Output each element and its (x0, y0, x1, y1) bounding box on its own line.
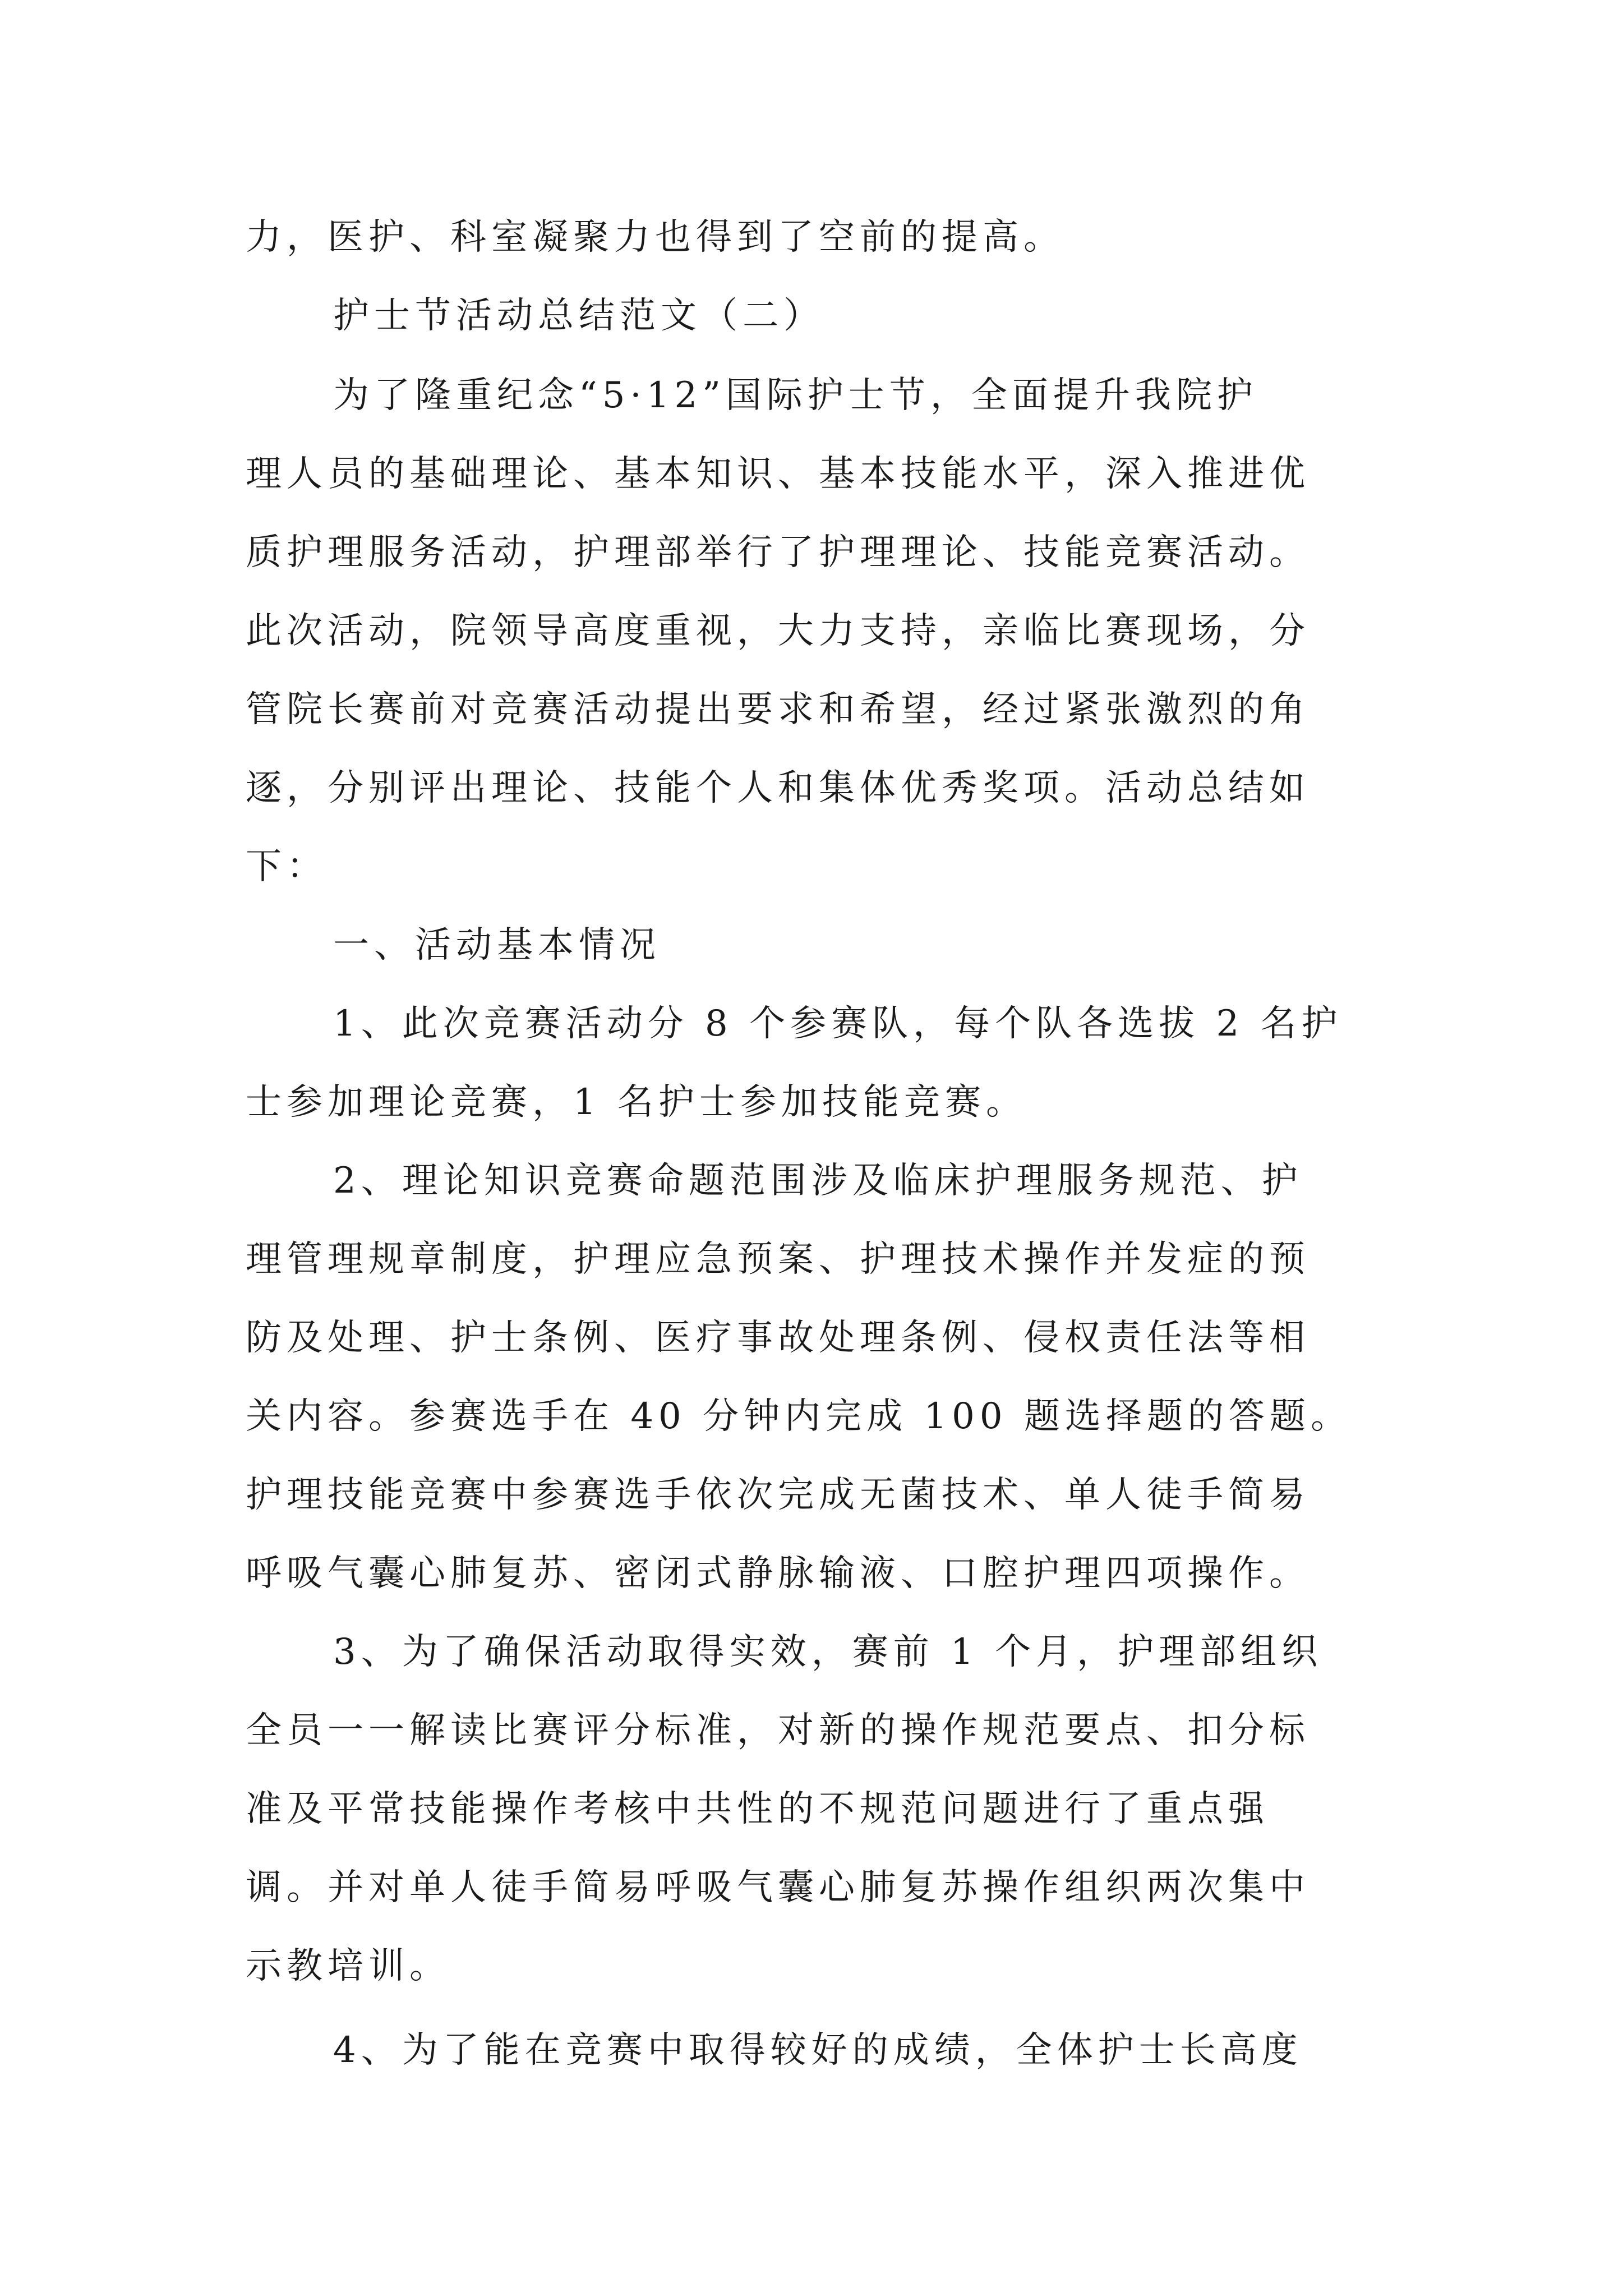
text-line-5: 质护理服务活动，护理部举行了护理理论、技能竞赛活动。 (246, 532, 1310, 573)
text-line-1: 力，医护、科室凝聚力也得到了空前的提高。 (246, 217, 1064, 258)
text-line-12: 士参加理论竞赛，1 名护士参加技能竞赛。 (246, 1082, 1027, 1123)
text-line-23: 示教培训。 (246, 1945, 450, 1987)
text-line-13: 2、理论知识竞赛命题范围涉及临床护理服务规范、护 (333, 1160, 1303, 1202)
text-line-3: 为了隆重纪念“5·12”国际护士节，全面提升我院护 (333, 375, 1258, 416)
text-line-24: 4、为了能在竞赛中取得较好的成绩，全体护士长高度 (333, 2030, 1303, 2071)
text-line-22: 调。并对单人徒手简易呼吸气囊心肺复苏操作组织两次集中 (246, 1867, 1310, 1908)
text-line-18: 呼吸气囊心肺复苏、密闭式静脉输液、口腔护理四项操作。 (246, 1553, 1310, 1594)
text-line-6: 此次活动，院领导高度重视，大力支持，亲临比赛现场，分 (246, 610, 1310, 652)
text-line-21: 准及平常技能操作考核中共性的不规范问题进行了重点强 (246, 1788, 1269, 1830)
subheading-basic-info: 一、活动基本情况 (333, 924, 661, 966)
text-line-8: 逐，分别评出理论、技能个人和集体优秀奖项。活动总结如 (246, 767, 1310, 809)
text-line-17: 护理技能竞赛中参赛选手依次完成无菌技术、单人徒手简易 (246, 1474, 1310, 1516)
text-line-7: 管院长赛前对竞赛活动提出要求和希望，经过紧张激烈的角 (246, 689, 1310, 730)
section-heading: 护士节活动总结范文（二） (333, 295, 824, 337)
text-line-16: 关内容。参赛选手在 40 分钟内完成 100 题选择题的答题。 (246, 1396, 1352, 1437)
text-line-15: 防及处理、护士条例、医疗事故处理条例、侵权责任法等相 (246, 1317, 1310, 1359)
text-line-4: 理人员的基础理论、基本知识、基本技能水平，深入推进优 (246, 453, 1310, 495)
text-line-14: 理管理规章制度，护理应急预案、护理技术操作并发症的预 (246, 1239, 1310, 1280)
text-line-11: 1、此次竞赛活动分 8 个参赛队，每个队各选拔 2 名护 (333, 1003, 1343, 1045)
text-line-9: 下： (246, 846, 328, 887)
text-line-20: 全员一一解读比赛评分标准，对新的操作规范要点、扣分标 (246, 1710, 1310, 1751)
text-line-19: 3、为了确保活动取得实效，赛前 1 个月，护理部组织 (333, 1631, 1323, 1673)
